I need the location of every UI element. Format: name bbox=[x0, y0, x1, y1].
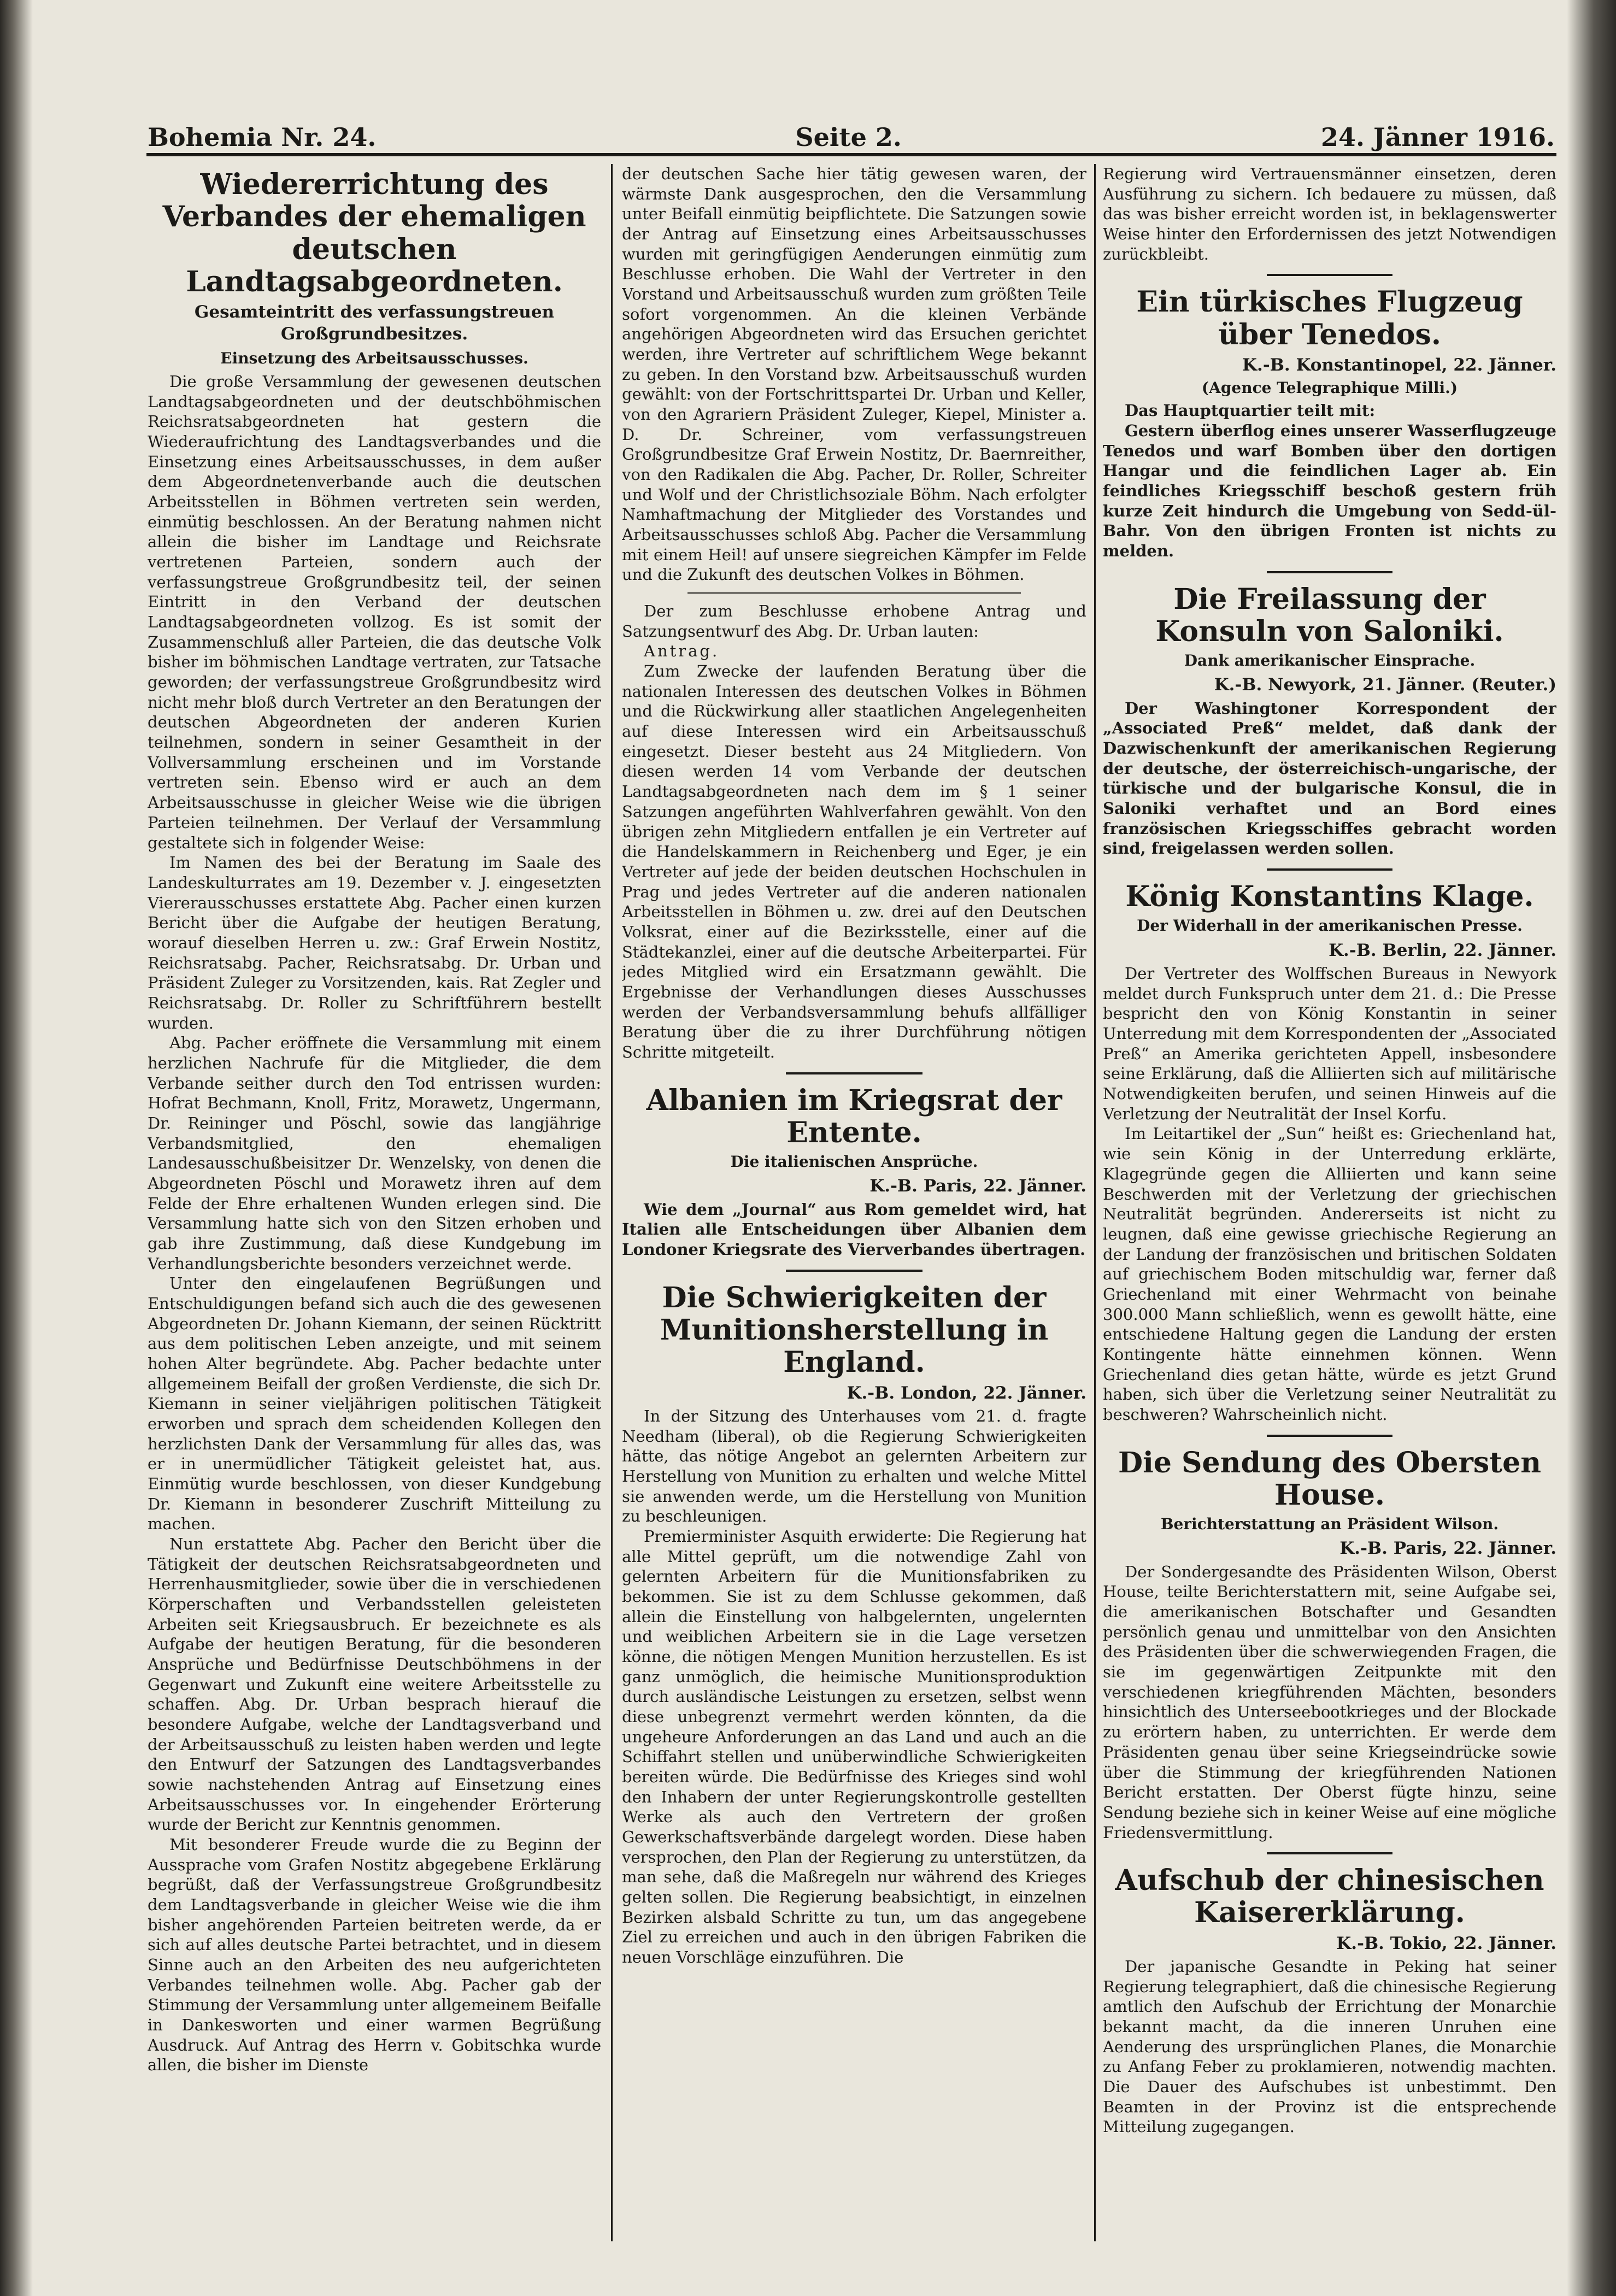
article-headline-munition: Die Schwierigkeiten der Munitionsherstellung in England. bbox=[660, 1281, 1049, 1379]
article-dateline: K.-B. Paris, 22. Jänner. bbox=[1339, 1539, 1556, 1559]
section-divider bbox=[786, 1072, 922, 1074]
column-2 bbox=[622, 164, 1086, 2252]
article-paragraph: Zum Zwecke der laufenden Beratung über die nationalen Interessen des deutschen Volkes in Böhmen und die Rückwirkung aller staatlichen Angelegenheiten auf diese Interessen wird ein Arbeitsausschuß eingesetzt. Dieser besteht aus 24 Mitgliedern. Von diesen werden 14 vom Verbande der deutschen Landtagsabgeordneten nach dem im § 1 seiner Satzungen angeführten Wahlverfahren gewählt. Von den übrigen zehn Mitgliedern entfallen je ein Vertreter auf die Handelskammern in Reichenberg und Eger, je ein Vertreter auf jede der beiden deutschen Hochschulen in Prag und jedes Vertreter auf die anderen nationalen Arbeitsstellen in Böhmen u. zw. drei auf den Deutschen Volksrat, einer auf die Bezirksstelle, einer auf die Städtekanzlei, einer auf die deutsche Arbeiterpartei. Für jedes Mitglied wird ein Ersatzmann gewählt. Die Ergebnisse der Verhandlungen dieses Ausschusses werden der Verbandsversammlung behufs allfälliger Beratung über die zu ihrer Durchführung nötigen Schritte mitgeteilt. bbox=[622, 662, 1086, 1061]
antrag-title: Antrag. bbox=[644, 642, 720, 661]
column-divider bbox=[611, 164, 613, 2241]
section-divider bbox=[1267, 1435, 1392, 1437]
article-paragraph: Nun erstattete Abg. Pacher den Bericht über die Tätigkeit der deutschen Reichsratsabgeordneten und Herrenhausmitglieder, sowie über die in verschiedenen Körperschaften und Verbandsstellen geleisteten Arbeiten seit Kriegsausbruch. Er bezeichnete es als Aufgabe der heutigen Beratung, für die besonderen Ansprüche und Bedürfnisse Deutschböhmens in der Gegenwart und Zukunft eine weitere Arbeitsstelle zu schaffen. Abg. Dr. Urban besprach hierauf die besondere Aufgabe, welche der Landtagsverband und der Arbeitsausschuß zu leisten haben werden und legte den Entwurf der Satzungen des Landtagsverbandes sowie nachstehenden Antrag auf Einsetzung eines Arbeitsausschusses vor. In eingehender Erörterung wurde der Bericht zur Kenntnis genommen. bbox=[148, 1535, 601, 1834]
section-divider bbox=[1267, 868, 1392, 871]
article-paragraph: In der Sitzung des Unterhauses vom 21. d. fragte Needham (liberal), ob die Regierung Schwierigkeiten hätte, das nötige Angebot an gelernten Arbeitern zur Herstellung von Munition zu erhalten und welche Mittel sie anwenden werde, um die Herstellung von Munition zu beschleunigen. bbox=[622, 1406, 1086, 1526]
article-subhead: Gesamteintritt des verfassungstreuen Großgrundbesitzes. bbox=[194, 302, 555, 344]
section-divider bbox=[1267, 1852, 1392, 1854]
article-paragraph: Die große Versammlung der gewesenen deutschen Landtagsabgeordneten und der deutschböhmischen Reichsratsabgeordneten hat gestern die Wiederaufrichtung des Landtagsverbandes und die Einsetzung eines Arbeitsausschusses, in dem außer dem Abgeordnetenverbande auch die deutschen Arbeitsstellen in Böhmen vertreten sein werden, einmütig beschlossen. An der Beratung nahmen nicht allein die bisher im Landtage und Reichsrate vertretenen Parteien, sondern auch der verfassungstreue Großgrundbesitz teil, der seinen Eintritt in den Verband der deutschen Landtagsabgeordneten vollzog. Es ist somit der Zusammenschluß aller Parteien, die das deutsche Volk bisher im böhmischen Landtage vertraten, zur Tatsache geworden; der verfassungstreue Großgrundbesitz wird nicht mehr bloß durch Vertreter an den Beratungen der deutschen Abgeordneten der anderen Kurien teilnehmen, sondern in seiner Gesamtheit in der Vollversammlung erscheinen und im Vorstande vertreten sein. Ebenso wird er auch an dem Arbeitsausschusse in gleicher Weise wie die übrigen Parteien teilnehmen. Der Verlauf der Versammlung gestaltete sich in folgender Weise: bbox=[148, 372, 601, 852]
article-headline-konstantin: König Konstantins Klage. bbox=[1125, 880, 1534, 914]
article-headline-china: Aufschub der chinesischen Kaisererklärung. bbox=[1115, 1864, 1544, 1930]
article-subhead: Der Widerhall in der amerikanischen Presse. bbox=[1137, 917, 1523, 935]
article-dateline: K.-B. Tokio, 22. Jänner. bbox=[1336, 1933, 1556, 1953]
header-date: 24. Jänner 1916. bbox=[1320, 122, 1555, 152]
article-paragraph: Regierung wird Vertrauensmänner einsetzen, deren Ausführung zu sichern. Ich bedauere zu müssen, daß das was bisher erreicht worden ist, in beklagenswerter Weise hinter den Erfordernissen des jetzt Notwendigen zurückbleibt. bbox=[1103, 165, 1556, 263]
section-divider bbox=[1267, 571, 1392, 573]
article-paragraph: Im Leitartikel der „Sun“ heißt es: Griechenland hat, wie sein König in der Unterredung erklärte, Klagegründe gegen die Alliierten und kann seine Beschwerden mit der Verletzung der griechischen Neutralität begründen. Andererseits ist nicht zu leugnen, daß eine gewisse griechische Regierung an der Landung der französischen und britischen Soldaten auf griechischem Boden mitschuldig war, ferner daß Griechenland mit einer Wehrmacht von beinahe 300.000 Mann schließlich, wenn es gewollt hätte, eine entschiedene Haltung gegen die Landung der ersten Kontingente hätte einnehmen können. Wenn Griechenland dies getan hätte, würde es jetzt Grund haben, sich über die Verletzung seiner Neutralität zu beschweren? Wahrscheinlich nicht. bbox=[1103, 1124, 1556, 1424]
article-paragraph: Der Vertreter des Wolffschen Bureaus in Newyork meldet durch Funkspruch unter dem 21. d.: Die Presse bespricht den von König Konstantin in seiner Unterredung mit dem Korrespondenten der „Associated Preß“ an Amerika gerichteten Appell, insbesondere seine Erklärung, daß die Alliierten sich auf militärische Notwendigkeiten berufen, und seinen Hinweis auf die Verletzung der Neutralität der Insel Korfu. bbox=[1103, 964, 1556, 1123]
header-rule bbox=[146, 153, 1556, 156]
article-headline-albanien: Albanien im Kriegsrat der Entente. bbox=[646, 1083, 1062, 1149]
section-divider bbox=[786, 1270, 922, 1272]
article-headline-house: Die Sendung des Obersten House. bbox=[1118, 1446, 1542, 1512]
article-subhead: Berichterstattung an Präsident Wilson. bbox=[1160, 1515, 1499, 1534]
section-divider bbox=[687, 592, 1021, 594]
article-dateline: K.-B. Berlin, 22. Jänner. bbox=[1329, 940, 1556, 960]
article-paragraph: Der Sondergesandte des Präsidenten Wilson, Oberst House, teilte Berichterstattern mit, seine Aufgabe sei, die amerikanischen Botschafter und Gesandten persönlich genau und unmittelbar von den Ansichten des Präsidenten über die schwerwiegenden Fragen, die sie im gegenwärtigen Zeitpunkte mit den verschiedenen kriegführenden Mächten, besonders hinsichtlich des Unterseebootkrieges und der Blockade zu erörtern haben, zu unterrichten. Er werde dem Präsidenten genau über seine Kriegseindrücke sowie über die Stimmung der kriegführenden Nationen Bericht erstatten. Der Oberst fügte hinzu, seine Sendung beziehe sich in keiner Weise auf eine mögliche Friedensvermittlung. bbox=[1103, 1562, 1556, 1842]
article-paragraph: Wie dem „Journal“ aus Rom gemeldet wird, hat Italien alle Entscheidungen über Albanien dem Londoner Kriegsrate des Vierverbandes übertragen. bbox=[622, 1200, 1086, 1259]
article-paragraph: Premierminister Asquith erwiderte: Die Regierung hat alle Mittel geprüft, um die notwendige Zahl von gelernten Arbeitern für die Munitionsfabriken zu bekommen. Sie ist zu dem Schlusse gekommen, daß allein die Einstellung von halbgelernten, ungelernten und weiblichen Arbeitern sie in die Lage versetzen könne, die nötigen Mengen Munition herzustellen. Es ist ganz unmöglich, die heimische Munitionsproduktion durch ausländische Leistungen zu ersetzen, selbst wenn diese unbegrenzt vermehrt werden könnten, da die ungeheure Anforderungen an das Land und auch an die Schiffahrt stellen und unüberwindliche Schwierigkeiten bereiten würde. Die Bedürfnisse des Krieges sind wohl den Inhabern der unter Regierungskontrolle gestellten Werke als auch den Vertretern der großen Gewerkschaftsverbände dargelegt worden. Diese haben versprochen, den Plan der Regierung zu unterstützen, da man sehe, daß die Maßregeln nur während des Krieges gelten sollen. Die Regierung beabsichtigt, in einzelnen Bezirken alsbald Schritte zu tun, um das angegebene Ziel zu erreichen und auch in den übrigen Fabriken die neuen Vorschläge einzuführen. Die bbox=[622, 1526, 1086, 1967]
article-paragraph: Unter den eingelaufenen Begrüßungen und Entschuldigungen befand sich auch die des gewesenen Abgeordneten Dr. Johann Kiemann, der seinen Rücktritt aus dem politischen Leben anzeigte, und mit seinem hohen Alter begründete. Abg. Pacher bedachte unter allgemeinem Beifall der großen Verdienste, die sich Dr. Kiemann in seiner vieljährigen politischen Tätigkeit erworben und sprach dem scheidenden Kollegen den herzlichsten Dank der Versammlung für alles das, was er in unermüdlicher Tätigkeit geleistet hat, aus. Einmütig wurde beschlossen, von dieser Kundgebung Dr. Kiemann in besonderer Zuschrift Mitteilung zu machen. bbox=[148, 1274, 601, 1534]
article-paragraph: Mit besonderer Freude wurde die zu Beginn der Aussprache vom Grafen Nostitz abgegebene Erklärung begrüßt, daß der Verfassungstreue Großgrundbesitz dem Landtagsverbande in gleicher Weise wie die ihm bisher angehörenden Parteien beitreten werde, da er sich auf alles deutsche Partei betrachtet, und in diesem Sinne auch an den Arbeiten des neu aufgerichteten Verbandes teilnehmen wolle. Abg. Pacher gab der Stimmung der Versammlung unter allgemeinem Beifalle in Dankesworten und einer warmen Begrüßung Ausdruck. Auf Antrag des Herrn v. Gobitschka wurde allen, die bisher im Dienste bbox=[148, 1835, 601, 2075]
article-dateline: K.-B. Newyork, 21. Jänner. (Reuter.) bbox=[1214, 675, 1556, 695]
article-paragraph: Der japanische Gesandte in Peking hat seiner Regierung telegraphiert, daß die chinesische Regierung amtlich den Aufschub der Errichtung der Monarchie bekannt macht, da die inneren Unruhen eine Aenderung des ursprünglichen Planes, die Monarchie zu Anfang Feber zu proklamieren, notwendig machten. Die Dauer des Aufschubes ist unbestimmt. Den Beamten in der Provinz ist die entsprechende Mitteilung zugegangen. bbox=[1103, 1957, 1556, 2136]
article-paragraph: Im Namen des bei der Beratung im Saale des Landeskulturrates am 19. Dezember v. J. eingesetzten Viererausschusses erstattete Abg. Pacher einen kurzen Bericht über die Aufgabe der heutigen Beratung, worauf dieselben Herren u. zw.: Graf Erwein Nostitz, Reichsratsabg. Pacher, Reichsratsabg. Dr. Urban und Präsident Zuleger zu Vorsitzenden, kais. Rat Zegler und Reichsratsabg. Dr. Roller zu Schriftführern bestellt wurden. bbox=[148, 853, 601, 1032]
article-agency: (Agence Telegraphique Milli.) bbox=[1201, 379, 1458, 397]
article-subhead: Einsetzung des Arbeitsausschusses. bbox=[220, 349, 528, 367]
article-paragraph: der deutschen Sache hier tätig gewesen waren, der wärmste Dank ausgesprochen, den die Versammlung unter Beifall einmütig beipflichtete. Die Satzungen sowie der Antrag auf Einsetzung eines Arbeitsausschusses wurden mit geringfügigen Aenderungen einmütig zum Beschlusse erhoben. Die Wahl der Vertreter in den Vorstand und Arbeitsausschuß wurden zum größten Teile sofort vorgenommen. An die kleinen Verbände angehörigen Abgeordneten wird das Ersuchen gerichtet werden, ihre Vertreter auf schriftlichem Wege bekannt zu geben. In den Vorstand bzw. Arbeitsausschuß wurden gewählt: von der Fortschrittspartei Dr. Urban und Keller, von den Agrariern Präsident Zuleger, Kiepel, Minister a. D. Dr. Schreiner, vom verfassungstreuen Großgrundbesitze Graf Erwein Nostitz, Dr. Baernreither, von den Radikalen die Abg. Pacher, Dr. Roller, Schreiter und Wolf und der Christlichsoziale Böhm. Nach erfolgter Namhaftmachung der Mitglieder des Vorstandes und Arbeitsausschusses schloß Abg. Pacher die Versammlung mit einem Heil! auf unsere siegreichen Kämpfer im Felde und die Zukunft des deutschen Volkes in Böhmen. bbox=[622, 165, 1086, 584]
article-dateline: K.-B. Paris, 22. Jänner. bbox=[869, 1176, 1086, 1196]
article-paragraph: Abg. Pacher eröffnete die Versammlung mit einem herzlichen Nachrufe für die Mitglieder, die dem Verbande seither durch den Tod entrissen wurden: Hofrat Bechmann, Knoll, Fritz, Morawetz, Ungermann, Dr. Reininger und Pöschl, sowie das langjährige Verbandsmitglied, den ehemaligen Landesausschußbeisitzer Dr. Wenzelsky, von denen die Abgeordneten Pöschl und Morawetz ihren auf dem Felde der Ehre erhaltenen Wunden erlegen sind. Die Versammlung hatte sich von den Sitzen erhoben und gab ihre Zustimmung, daß diese Kundgebung im Verhandlungsberichte besonders verzeichnet werde. bbox=[148, 1034, 601, 1273]
section-divider bbox=[1267, 274, 1392, 276]
article-paragraph: Gestern überflog eines unserer Wasserflugzeuge Tenedos und warf Bomben über den dortigen Hangar und die feindlichen Lager ab. Ein feindliches Kriegsschiff beschoß gestern früh kurze Zeit hindurch die Umgebung von Sedd-ül-Bahr. Von den übrigen Fronten ist nichts zu melden. bbox=[1103, 421, 1556, 560]
header-page-number: Seite 2. bbox=[795, 122, 902, 152]
article-subhead: Die italienischen Ansprüche. bbox=[730, 1153, 978, 1171]
article-subhead: Dank amerikanischer Einsprache. bbox=[1184, 651, 1476, 670]
article-dateline: K.-B. Konstantinopel, 22. Jänner. bbox=[1242, 355, 1556, 375]
column-3 bbox=[1103, 164, 1556, 2252]
page-header bbox=[148, 114, 1555, 152]
header-issue: Bohemia Nr. 24. bbox=[148, 122, 377, 152]
article-paragraph: Das Hauptquartier teilt mit: bbox=[1125, 401, 1376, 420]
article-headline-flugzeug: Ein türkisches Flugzeug über Tenedos. bbox=[1136, 285, 1523, 351]
article-dateline: K.-B. London, 22. Jänner. bbox=[847, 1383, 1086, 1403]
article-headline-landtag: Wiedererrichtung des Verbandes der ehemaligen deutschen Landtagsabgeordneten. bbox=[162, 168, 586, 298]
article-headline-saloniki: Die Freilassung der Konsuln von Saloniki. bbox=[1155, 582, 1504, 648]
column-divider bbox=[1094, 164, 1096, 2241]
article-paragraph: Der zum Beschlusse erhobene Antrag und Satzungsentwurf des Abg. Dr. Urban lauten: bbox=[622, 602, 1086, 641]
article-paragraph: Der Washingtoner Korrespondent der „Associated Preß“ meldet, daß dank der Dazwischenkunft der amerikanischen Regierung der deutsche, der österreichisch-ungarische, der türkische und der bulgarische Konsul, die in Saloniki verhaftet und an Bord eines französischen Kriegsschiffes gebracht worden sind, freigelassen werden sollen. bbox=[1103, 698, 1556, 858]
column-1 bbox=[148, 164, 601, 2252]
